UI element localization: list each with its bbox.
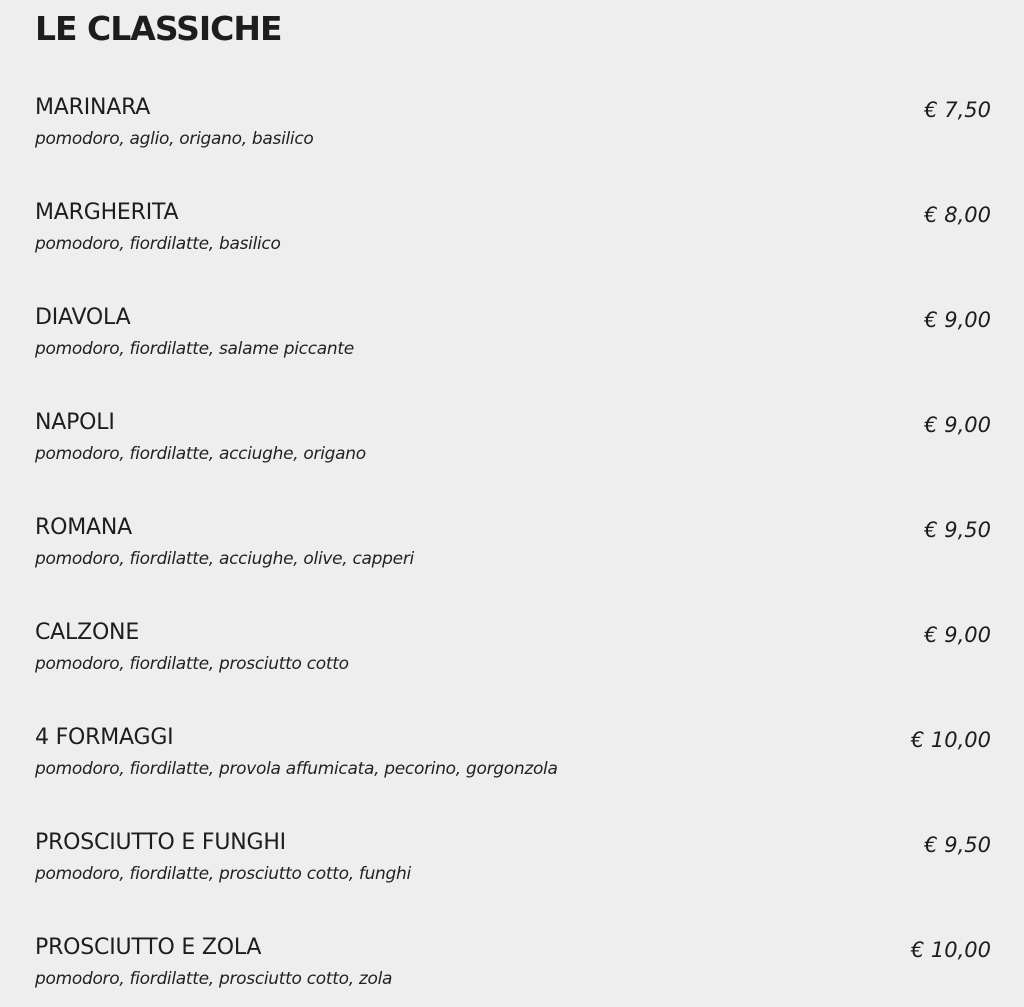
item-price: € 9,00 xyxy=(924,308,991,332)
menu-item-marinara xyxy=(35,95,991,165)
item-description: pomodoro, fiordilatte, provola affumicata, pecorino, gorgonzola xyxy=(35,759,558,779)
item-price: € 9,00 xyxy=(924,413,991,437)
menu-item-4-formaggi xyxy=(35,725,991,795)
item-description: pomodoro, fiordilatte, prosciutto cotto, funghi xyxy=(35,864,411,884)
item-name: 4 FORMAGGI xyxy=(35,725,174,750)
item-price: € 10,00 xyxy=(910,938,991,962)
item-name: MARGHERITA xyxy=(35,200,179,225)
menu-item-calzone xyxy=(35,620,991,690)
item-name: MARINARA xyxy=(35,95,151,120)
item-price: € 9,50 xyxy=(924,518,991,542)
item-name: PROSCIUTTO E ZOLA xyxy=(35,935,262,960)
menu-item-diavola xyxy=(35,305,991,375)
item-description: pomodoro, fiordilatte, acciughe, olive, capperi xyxy=(35,549,414,569)
item-price: € 7,50 xyxy=(924,98,991,122)
menu-item-margherita xyxy=(35,200,991,270)
item-description: pomodoro, aglio, origano, basilico xyxy=(35,129,314,149)
item-description: pomodoro, fiordilatte, basilico xyxy=(35,234,281,254)
item-name: PROSCIUTTO E FUNGHI xyxy=(35,830,286,855)
item-description: pomodoro, fiordilatte, acciughe, origano xyxy=(35,444,366,464)
item-price: € 8,00 xyxy=(924,203,991,227)
item-description: pomodoro, fiordilatte, prosciutto cotto xyxy=(35,654,349,674)
item-name: NAPOLI xyxy=(35,410,115,435)
item-description: pomodoro, fiordilatte, prosciutto cotto, zola xyxy=(35,969,393,989)
item-price: € 9,00 xyxy=(924,623,991,647)
item-name: ROMANA xyxy=(35,515,132,540)
item-name: CALZONE xyxy=(35,620,140,645)
item-price: € 9,50 xyxy=(924,833,991,857)
menu-item-prosciutto-e-funghi xyxy=(35,830,991,900)
item-description: pomodoro, fiordilatte, salame piccante xyxy=(35,339,354,359)
item-price: € 10,00 xyxy=(910,728,991,752)
item-name: DIAVOLA xyxy=(35,305,131,330)
section-title: LE CLASSICHE xyxy=(35,9,282,48)
menu-item-romana xyxy=(35,515,991,585)
menu-item-napoli xyxy=(35,410,991,480)
menu-item-prosciutto-e-zola xyxy=(35,935,991,1005)
